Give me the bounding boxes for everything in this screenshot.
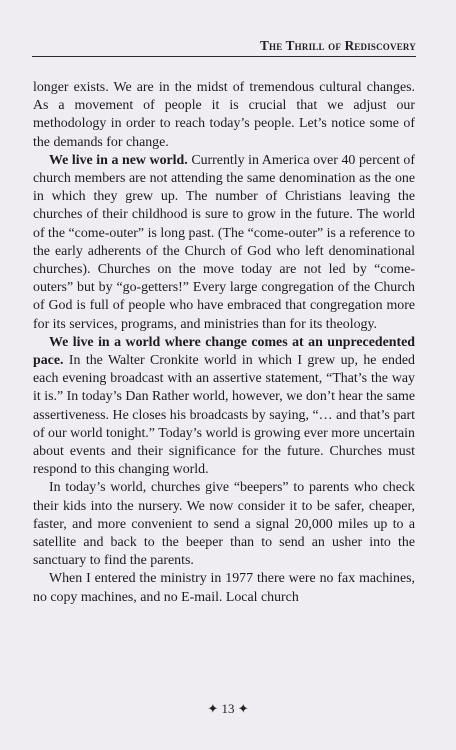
body-text bbox=[33, 79, 415, 607]
paragraph-1-text: longer exists. We are in the midst of tremendous cultural changes. As a movement of people it is crucial that we adjust our methodology in order to reach today’s people. Let’s notice some of the demands for change. bbox=[33, 80, 415, 150]
paragraph-2 bbox=[33, 152, 415, 334]
paragraph-3-text: In the Walter Cronkite world in which I grew up, he ended each evening broadcast with an assertive statement, “That’s the way it is.” In today’s Dan Rather world, however, we don’t hear the same assertiveness. He closes his broadcasts by saying, “… and that’s part of our world tonight.” Today’s world is growing ever more uncertain about events and their significance for the future. Churches must respond to this changing world. bbox=[33, 353, 415, 478]
running-head: The Thrill of Rediscovery bbox=[256, 38, 416, 54]
paragraph-3-lead: We live in a world where change comes at an unprecedented pace. bbox=[33, 334, 415, 369]
header-rule bbox=[32, 56, 416, 57]
paragraph-4-text: In today’s world, churches give “beepers” to parents who check their kids into the nursery. We now consider it to be safer, cheaper, faster, and more convenient to send a signal 20,000 miles up to a satellite and back to the beeper than to send an usher into the sanctuary to find the parents. bbox=[33, 480, 415, 569]
page-number: ✦ 13 ✦ bbox=[207, 701, 249, 716]
paragraph-5 bbox=[33, 570, 415, 606]
paragraph-4 bbox=[33, 479, 415, 570]
paragraph-2-lead: We live in a new world. bbox=[49, 152, 188, 168]
paragraph-3 bbox=[33, 334, 415, 480]
paragraph-5-text: When I entered the ministry in 1977 there were no fax machines, no copy machines, and no E-mail. Local church bbox=[33, 571, 415, 605]
paragraph-2-text: Currently in America over 40 percent of church members are not attending the same denomination as the one in which they grew up. The number of Christians leaving the churches of their childhood is sure to grow in the future. The world of the “come-outer” is long past. (The “come-outer” is a reference to the early adherents of the Church of God who left denominational churches). Churches on the move today are not led by “come-outers” but by “go-getters!” Every large congregation of the Church of God is full of people who have embraced that congregation more for its services, programs, and ministries than for its theology. bbox=[33, 152, 415, 332]
page-header bbox=[32, 24, 416, 58]
paragraph-1 bbox=[33, 79, 415, 152]
